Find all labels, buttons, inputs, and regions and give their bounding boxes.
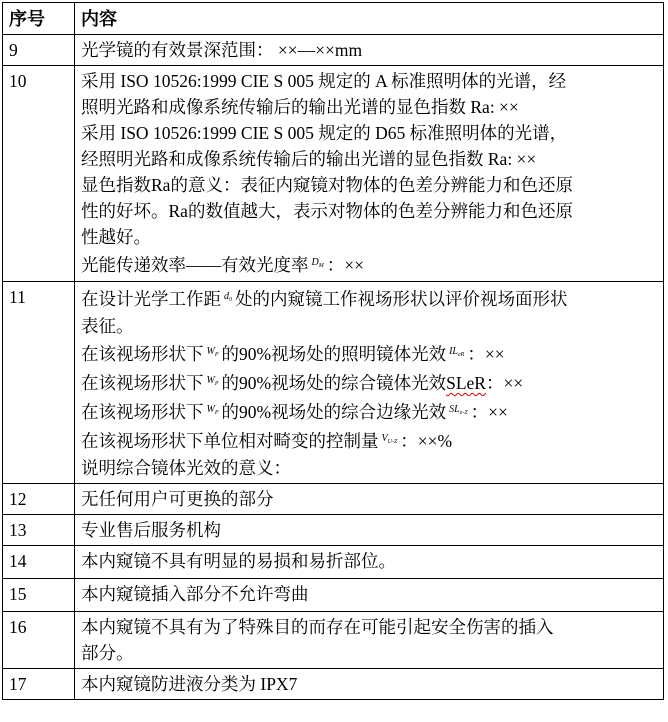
text: 采用 ISO 10526:1999 CIE S 005 规定的 A 标准照明体的光谱，经 [81,71,567,91]
symbol-main: D [311,257,319,268]
text: 专业售后服务机构 [81,520,221,540]
content-line [81,37,657,63]
content-line [81,94,657,120]
content-line [81,172,657,198]
spellcheck-marked-text: SLeR [446,373,486,393]
text: 本内窥镜防进液分类为 IPX7 [81,674,298,694]
row-content [75,546,664,579]
content-line [81,486,657,512]
table-row [3,669,664,700]
content-line [81,339,657,368]
table-row [3,66,664,282]
content-line [81,517,657,543]
table-row [3,35,664,66]
text: ：××% [400,431,453,451]
symbol-subscript: M [318,263,324,269]
text: 本内窥镜不具有为了特殊目的而存在可能引起安全伤害的插入 [81,617,554,637]
content-line [81,284,657,313]
text: ：×× [326,255,364,275]
text: 采用 ISO 10526:1999 CIE S 005 规定的 D65 标准照明体的光谱， [81,123,568,143]
content-line [81,671,657,697]
header-content: 内容 [75,3,664,35]
text: 本内窥镜插入部分不允许弯曲 [81,584,309,604]
math-symbol [312,257,324,268]
text: 显色指数Ra的意义：表征内窥镜对物体的色差分辨能力和色还原 [81,175,573,195]
symbol-subscript: P [214,410,219,416]
text: 无任何用户可更换的部分 [81,489,274,509]
text: 性越好。 [81,227,151,247]
symbol-main: W [206,346,215,357]
content-line [81,68,657,94]
row-content [75,66,664,282]
math-symbol [207,375,219,386]
math-symbol [382,433,398,444]
row-number: 17 [3,669,75,700]
text: ：×× [485,373,524,393]
table-row [3,484,664,515]
text: 本内窥镜不具有明显的易损和易折部位。 [81,551,396,571]
text: 的90%视场处的照明镜体光效 [221,344,447,364]
math-symbol [207,346,219,357]
text: 在该视场形状下 [81,402,204,422]
content-line [81,397,657,426]
content-line [81,313,657,339]
row-content [75,282,664,484]
row-number: 13 [3,515,75,546]
content-line [81,548,657,574]
text: 在该视场形状下 [81,373,204,393]
text: 说明综合镜体光效的意义： [81,458,291,478]
math-symbol [224,291,232,302]
row-number: 11 [3,282,75,484]
symbol-main: W [206,404,215,415]
symbol-subscript: 0 [229,297,232,303]
row-content [75,669,664,700]
math-symbol [207,404,219,415]
row-number: 10 [3,66,75,282]
content-line [81,224,657,250]
math-symbol [449,346,464,357]
row-number: 16 [3,612,75,669]
row-content [75,579,664,612]
symbol-subscript: U-Z [387,439,398,445]
symbol-main: IL [449,346,458,357]
symbol-main: SL [449,404,460,415]
content-line [81,120,657,146]
text: 的90%视场处的综合边缘光效 [221,402,447,422]
table-row [3,579,664,612]
math-symbol [449,404,468,415]
text: 表征。 [81,316,134,336]
content-line [81,640,657,666]
table-row [3,515,664,546]
table-row [3,282,664,484]
symbol-main: W [206,375,215,386]
text: 照明光路和成像系统传输后的输出光谱的显色指数 Ra: ×× [81,97,519,117]
table-row [3,612,664,669]
content-line [81,581,657,607]
spec-table [2,2,664,700]
table-row [3,546,664,579]
text: 在该视场形状下 [81,344,204,364]
content-line [81,146,657,172]
header-no: 序号 [3,3,75,35]
symbol-subscript: e-Z [459,410,468,416]
content-line [81,368,657,397]
text: 部分。 [81,643,134,663]
text: 光能传递效率——有效光度率 [81,255,309,275]
symbol-subscript: P [214,352,219,358]
content-line [81,250,657,279]
text: ：×× [470,402,508,422]
row-content [75,484,664,515]
content-line [81,198,657,224]
symbol-main: V [381,433,388,444]
content-line [81,426,657,455]
symbol-subscript: P [214,381,219,387]
row-content [75,515,664,546]
row-number: 15 [3,579,75,612]
row-number: 14 [3,546,75,579]
text: 在该视场形状下单位相对畸变的控制量 [81,431,379,451]
content-line [81,455,657,481]
text: 光学镜的有效景深范围： ××—××mm [81,40,363,60]
text: 性的好坏。Ra的数值越大，表示对物体的色差分辨能力和色还原 [81,201,573,221]
row-number: 12 [3,484,75,515]
content-line [81,614,657,640]
row-content [75,35,664,66]
header-row [3,3,664,35]
text: 的90%视场处的综合镜体光效 [221,373,447,393]
text: 处的内窥镜工作视场形状以评价视场面形状 [235,289,568,309]
symbol-subscript: eR [458,352,465,358]
text: 经照明光路和成像系统传输后的输出光谱的显色指数 Ra: ×× [81,149,537,169]
text: 在设计光学工作距 [81,289,221,309]
row-number: 9 [3,35,75,66]
text: ：×× [467,344,505,364]
row-content [75,612,664,669]
symbol-main: d [224,291,229,302]
